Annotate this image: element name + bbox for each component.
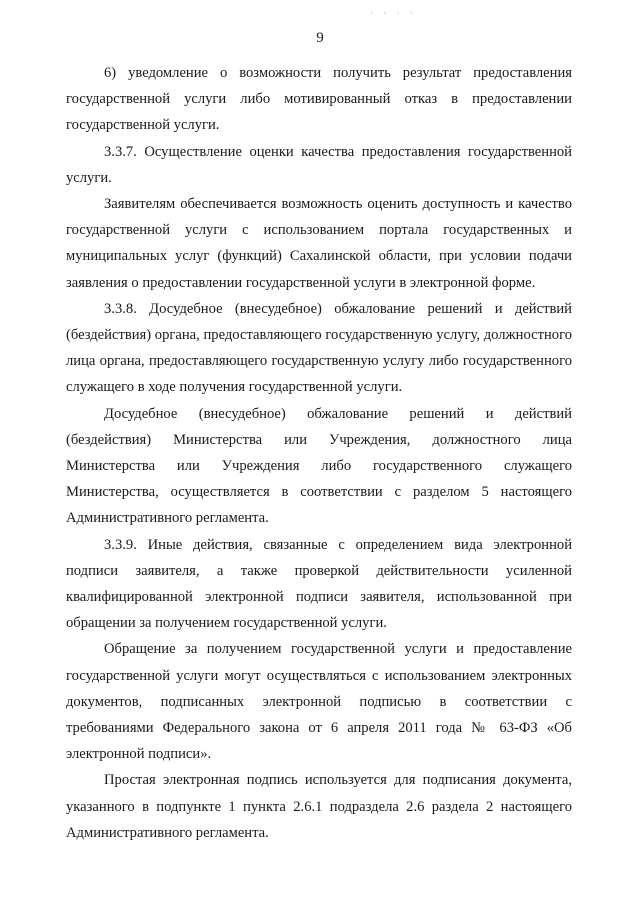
paragraph-item-6-notice: 6) уведомление о возможности получить результат предоставления государственной услуги либо мотивированный отказ в предоставлении государственной услуги. (66, 65, 572, 134)
document-body (66, 60, 572, 846)
paragraph-electronic-documents: Обращение за получением государственной услуги и предоставление государственной услуги могут осуществляться с использованием электронных документов, подписанных электронной подписью в соответствии с требованиями Федерального закона от 6 апреля 2011 года № 63-ФЗ «Об электронной подписи». (66, 641, 572, 763)
paragraph-pretrial-appeal: Досудебное (внесудебное) обжалование решений и действий (бездействия) Министерства или Учреждения, должностного лица Министерства или Учреждения либо государственного служащего Министерства, осуществляется в соответствии с разделом 5 настоящего Административного регламента. (66, 405, 572, 527)
paragraph-3-3-8-heading: 3.3.8. Досудебное (внесудебное) обжалование решений и действий (бездействия) органа, предоставляющего государственную услугу, должностного лица органа, предоставляющего государственную услугу либо государственного служащего в ходе получения государственной услуги. (66, 300, 572, 396)
paragraph-simple-signature: Простая электронная подпись используется для подписания документа, указанного в подпункте 1 пункта 2.6.1 подраздела 2.6 раздела 2 настоящего Административного регламента. (66, 772, 572, 841)
paragraph-3-3-7-heading: 3.3.7. Осуществление оценки качества предоставления государственной услуги. (66, 143, 572, 186)
paragraph-3-3-9-heading: 3.3.9. Иные действия, связанные с определением вида электронной подписи заявителя, а также проверкой действительности усиленной квалифицированной электронной подписи заявителя, использованной при обращении за получением государственной услуги. (66, 536, 572, 632)
paragraph-quality-assessment: Заявителям обеспечивается возможность оценить доступность и качество государственной услуги с использованием портала государственных и муниципальных услуг (функций) Сахалинской области, при условии подачи заявления о предоставлении государственной услуги в электронной форме. (66, 196, 572, 291)
page-number: 9 (316, 30, 324, 46)
scan-marks: · · · · (370, 8, 417, 18)
